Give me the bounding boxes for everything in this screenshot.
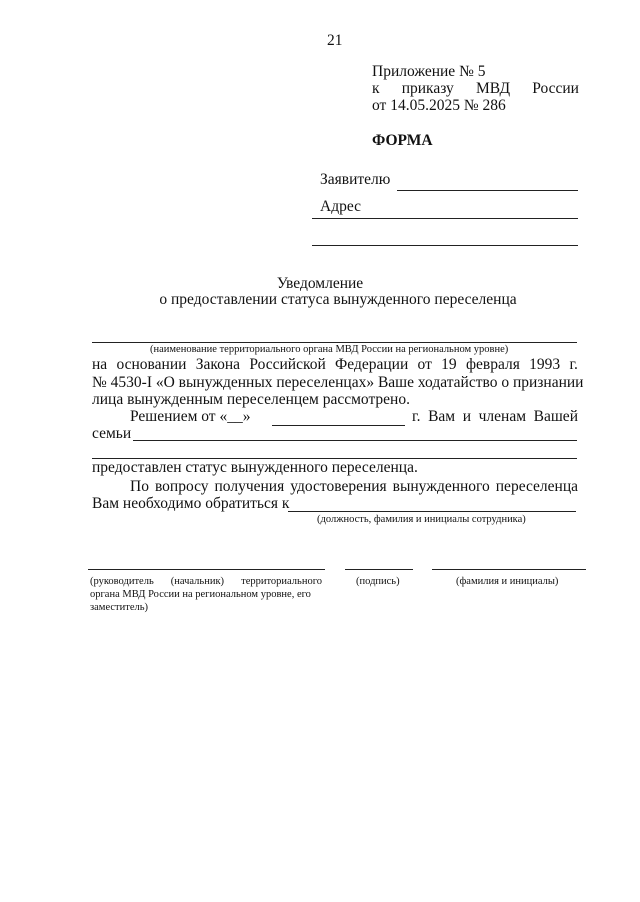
question-word: удостоверения [290, 478, 387, 495]
question-word: получения [214, 478, 285, 495]
family-label: семьи [92, 425, 132, 442]
contact-prefix: Вам необходимо обратиться к [92, 495, 290, 512]
family-blank-line[interactable] [133, 440, 577, 441]
body-word: от [417, 356, 432, 373]
body-line-2: № 4530-I «О вынужденных переселенцах» Ваше ходатайство о признании [92, 374, 584, 391]
signature-caption: (подпись) [356, 576, 400, 587]
signature-line[interactable] [345, 569, 413, 570]
head-caption-word: (руководитель [90, 576, 154, 587]
name-line[interactable] [432, 569, 586, 570]
notice-subtitle: о предоставлении статуса вынужденного переселенца [159, 291, 517, 308]
body-word: 19 [441, 356, 457, 373]
address-blank-line[interactable] [312, 218, 578, 219]
form-title: ФОРМА [372, 132, 433, 149]
body-line-1 [92, 356, 578, 374]
decision-word: г. [412, 408, 421, 425]
head-caption-line-1 [90, 575, 322, 588]
head-caption-word: (начальник) [170, 576, 225, 587]
head-caption-line-3: заместитель) [90, 602, 149, 613]
body-word: на [92, 356, 108, 373]
decision-prefix: Решением от «__» [130, 408, 251, 425]
body-word: 1993 [529, 356, 561, 373]
body-line-3: лица вынужденным переселенцем рассмотрено. [92, 391, 410, 408]
head-caption-line-2: органа МВД России на региональном уровне, его [90, 589, 311, 600]
question-word: вопросу [154, 478, 209, 495]
question-word: вынужденного [392, 478, 490, 495]
applicant-blank-line[interactable] [397, 190, 578, 191]
question-word: По [130, 478, 149, 495]
applicant-label: Заявителю [320, 171, 391, 188]
address-label: Адрес [320, 198, 361, 215]
address-blank-line-2[interactable] [312, 245, 578, 246]
employee-blank-line[interactable] [288, 511, 576, 512]
appendix-number: Приложение № 5 [372, 63, 486, 80]
body-word: Федерации [335, 356, 409, 373]
body-word: февраля [465, 356, 520, 373]
notice-title: Уведомление [276, 275, 364, 292]
decision-word: Вам [428, 408, 456, 425]
appendix-date: от 14.05.2025 № 286 [372, 97, 506, 114]
body-word: г. [569, 356, 578, 373]
head-caption-word: территориального [241, 576, 322, 587]
question-word: переселенца [495, 478, 578, 495]
appendix-order-line [372, 80, 579, 98]
body-word: основании [116, 356, 187, 373]
page-number: 21 [327, 32, 343, 49]
body-word: Российской [249, 356, 326, 373]
appendix-word: к [372, 80, 380, 97]
decision-word: членам [478, 408, 527, 425]
decision-suffix [412, 408, 578, 426]
appendix-word: приказу [401, 80, 454, 97]
body-word: Закона [195, 356, 241, 373]
question-line [130, 478, 578, 496]
status-granted-text: предоставлен статус вынужденного переселенца. [92, 459, 418, 476]
authority-caption: (наименование территориального органа МВД России на региональном уровне) [150, 344, 509, 355]
decision-word: и [462, 408, 472, 425]
decision-word: Вашей [533, 408, 578, 425]
decision-date-blank-line[interactable] [272, 425, 405, 426]
employee-caption: (должность, фамилия и инициалы сотрудника) [317, 514, 526, 525]
appendix-word: России [532, 80, 579, 97]
head-signature-line[interactable] [88, 569, 325, 570]
appendix-word: МВД [475, 80, 511, 97]
name-caption: (фамилия и инициалы) [456, 576, 559, 587]
